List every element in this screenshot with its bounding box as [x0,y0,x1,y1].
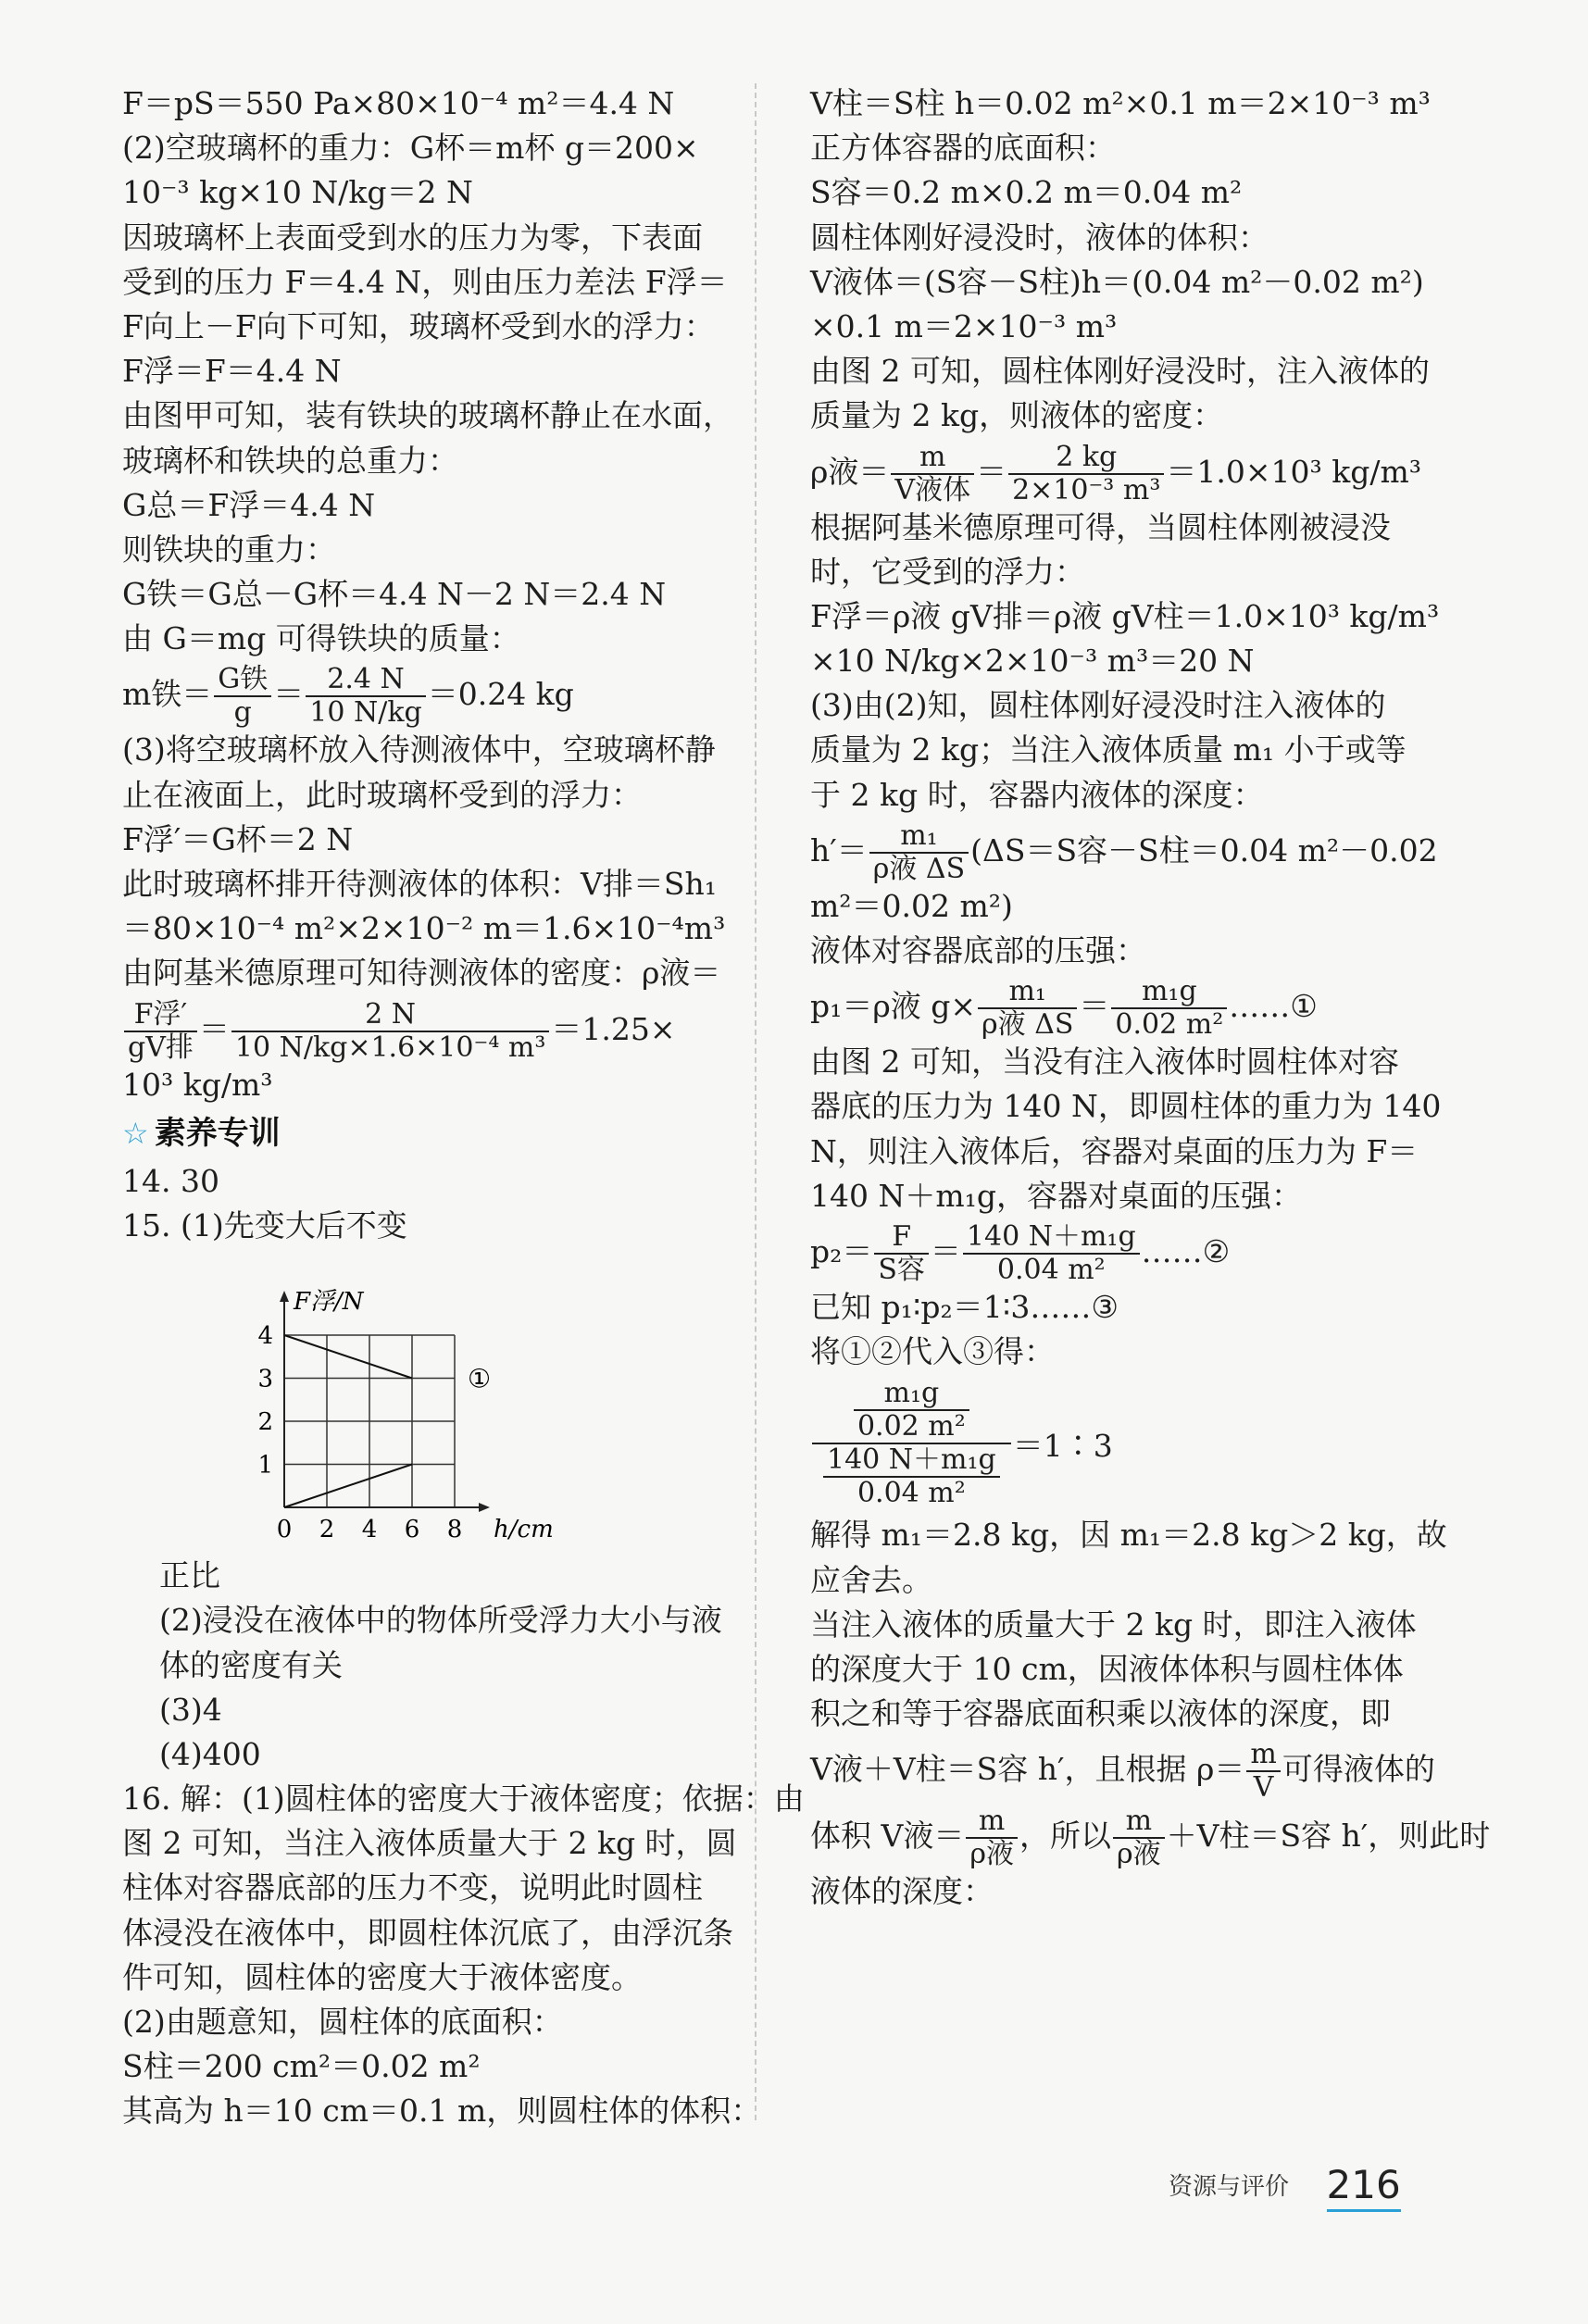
text-line: 柱体对容器底部的压力不变，说明此时圆柱 [122,1869,703,1906]
text-line: ＝80×10⁻⁴ m²×2×10⁻² m＝1.6×10⁻⁴m³ [122,910,726,947]
density-tail: 10³ kg/m³ [122,1066,273,1103]
fraction: $\frac{2.4 N}{10 N/kg}$ [306,664,425,729]
text-line: ×10 N/kg×2×10⁻³ m³＝20 N [810,643,1255,680]
text-line: 当注入液体的质量大于 2 kg 时，即注入液体 [810,1606,1417,1643]
left-column [122,81,805,2134]
text-line: 由阿基米德原理可知待测液体的密度：ρ液＝ [122,955,721,992]
answer-15-2a: (2)浸没在液体中的物体所受浮力大小与液 [159,1602,722,1639]
y-tick-label: 1 [257,1451,273,1480]
text-line: 已知 p₁∶p₂＝1∶3……③ [810,1288,1119,1325]
series-label: ① [468,1363,492,1394]
text-line: S容＝0.2 m×0.2 m＝0.04 m² [810,174,1243,211]
section-title: ☆ 素养专训 [122,1114,281,1152]
y-tick-label: 3 [257,1365,273,1393]
page-number: 216 [1327,2162,1401,2212]
text-line: V柱＝S柱 h＝0.02 m²×0.1 m＝2×10⁻³ m³ [810,85,1431,121]
text-line: 16. 解：(1)圆柱体的密度大于液体密度；依据：由 [122,1780,805,1818]
y-tick-label: 2 [257,1408,273,1437]
fraction: $\frac{m}{\text{ρ液}}$ [966,1805,1018,1870]
p1-formula: p₁＝ρ液 g× $\frac{\text{m₁}}{\text{ρ液 ΔS}}$ ＝ $\frac{\text{m₁g}}{\text{0.02 m²}}$ ……① [810,975,1318,1042]
y-tick-label: 4 [257,1322,273,1351]
compound-fraction [812,1378,1011,1509]
y-axis-label: F浮/N [294,1288,364,1317]
iron-mass-formula: m铁＝ $\frac{\text{G铁}}{g}$ ＝ $\frac{2.4 N}{10 N/kg}$ ＝0.24 kg [122,663,574,730]
fraction: $\frac{\text{m₁g}}{\text{0.02 m²}}$ [854,1378,969,1443]
right-text-block-4 [810,1285,1403,1374]
y-axis-arrow [280,1291,289,1302]
text-line: G总＝F浮＝4.4 N [122,486,376,523]
buoyancy-chart-svg [233,1248,567,1554]
text-line: 玻璃杯和铁块的总重力： [122,442,458,479]
text-line: 10⁻³ kg×10 N/kg＝2 N [122,174,473,211]
text-line: F浮＝ρ液 gV排＝ρ液 gV柱＝1.0×10³ kg/m³ [810,597,1440,634]
text-line: N，则注入液体后，容器对桌面的压力为 F＝ [810,1132,1419,1169]
footer-label: 资源与评价 [1169,2173,1290,2201]
x-tick-label: 6 [404,1516,420,1544]
text-line: 的深度大于 10 cm，因液体体积与圆柱体体 [810,1650,1404,1687]
text-line: 由图 2 可知，圆柱体刚好浸没时，注入液体的 [810,353,1430,390]
series-line [284,1465,412,1508]
x-axis-arrow [479,1503,490,1512]
fraction: $\frac{\text{m₁}}{\text{ρ液 ΔS}}$ [869,820,969,885]
text-line: 于 2 kg 时，容器内液体的深度： [810,776,1264,813]
text-line: 由 G＝mg 可得铁块的质量： [122,620,520,657]
text-line: 器底的压力为 140 N，即圆柱体的重力为 140 [810,1088,1442,1125]
text-line: 应舍去。 [810,1561,932,1598]
p1-intro: 液体对容器底部的压强： [810,932,1146,968]
right-text-block-2 [810,506,1440,818]
text-line: 此时玻璃杯排开待测液体的体积：V排＝Sh₁ [122,866,717,902]
text-line: F浮′＝G杯＝2 N [122,820,354,857]
text-line: F向上－F向下可知，玻璃杯受到水的浮力： [122,307,715,344]
liquid-rho-formula: ρ液＝ $\frac{m}{\text{V液体}}$ ＝ $\frac{2 kg}{\text{2×10⁻³ m³}}$ ＝1.0×10³ kg/m³ [810,440,1421,506]
left-text-block-2 [122,728,726,995]
answer-15-conclusion: 正比 [159,1557,220,1594]
x-tick-label: 2 [319,1516,335,1544]
liquid-density-formula: $\frac{\text{F浮′}}{\text{gV排}}$ ＝ $\frac{2 N}{\text{10 N/kg×1.6×10⁻⁴ m³}}$ ＝1.25× [122,996,715,1063]
depth-formula: h′＝ $\frac{\text{m₁}}{\text{ρ液 ΔS}}$ (ΔS＝S容－S柱＝0.04 m²－0.02 [810,818,1438,885]
text-line: 件可知，圆柱体的密度大于液体密度。 [122,1958,642,1995]
text-line: (3)由(2)知，圆柱体刚好浸没时注入液体的 [810,687,1386,724]
text-line: 将①②代入③得： [810,1333,1055,1370]
x-axis-label: h/cm [494,1516,554,1544]
answer-15-4: (4)400 [159,1735,261,1772]
text-line: 根据阿基米德原理可得，当圆柱体刚被浸没 [810,508,1391,545]
text-line: 圆柱体刚好浸没时，液体的体积： [810,219,1269,256]
text-line: F浮＝F＝4.4 N [122,353,342,390]
fraction: $\frac{\text{F浮′}}{\text{gV排}}$ [124,999,197,1064]
fraction: $\frac{\text{m₁}}{\text{ρ液 ΔS}}$ [978,976,1077,1041]
text-line: 因玻璃杯上表面受到水的压力为零，下表面 [122,219,703,256]
text-line: F＝pS＝550 Pa×80×10⁻⁴ m²＝4.4 N [122,85,675,121]
fraction: $\frac{\text{m₁g}}{\text{0.02 m²}}$ [1111,976,1227,1041]
fraction: $\frac{\text{140 N＋m₁g}}{\text{0.04 m²}}$ [823,1444,1000,1509]
right-text-block-3 [810,1040,1442,1218]
text-line: 其高为 h＝10 cm＝0.1 m，则圆柱体的体积： [122,2093,762,2130]
ratio-formula: $\frac{\frac{\text{m₁g}}{\text{0.02 m²}}}{\frac{\text{140 N＋m₁g}}{\text{0.04 m²}}}$ ＝1∶3 [810,1374,1403,1513]
text-line: (3)将空玻璃杯放入待测液体中，空玻璃杯静 [122,731,716,768]
question-16-block [122,1777,805,2134]
fraction: $\frac{\text{140 N＋m₁g}}{\text{0.04 m²}}$ [963,1221,1140,1286]
x-tick-label: 8 [446,1516,463,1544]
text-line: (2)由题意知，圆柱体的底面积： [122,2004,563,2040]
fraction: $\frac{m}{\text{V液体}}$ [891,442,974,506]
x-tick-label: 4 [361,1516,378,1544]
x-tick-label: 0 [276,1516,293,1544]
text-line: ×0.1 m＝2×10⁻³ m³ [810,307,1118,344]
text-line: 图 2 可知，当注入液体质量大于 2 kg 时，圆 [122,1825,737,1862]
text-line: 质量为 2 kg；当注入液体质量 m₁ 小于或等 [810,731,1407,768]
answer-15-1: 15. (1)先变大后不变 [122,1206,407,1243]
answer-14: 14. 30 [122,1162,219,1199]
text-line: S柱＝200 cm²＝0.02 m² [122,2048,481,2085]
text-line: 质量为 2 kg，则液体的密度： [810,397,1224,434]
text-line: 解得 m₁＝2.8 kg，因 m₁＝2.8 kg＞2 kg，故 [810,1517,1447,1554]
text-line: 受到的压力 F＝4.4 N，则由压力差法 F浮＝ [122,263,728,300]
right-text-block-5 [810,1513,1447,1736]
fraction: $\frac{m}{V}$ [1246,1739,1280,1804]
text-line: 由图 2 可知，当没有注入液体时圆柱体对容 [810,1043,1399,1081]
buoyancy-chart [233,1248,715,1554]
star-icon: ☆ [122,1115,149,1151]
rho-relation-line: V液＋V柱＝S容 h′，且根据 ρ＝ $\frac{m}{V}$ 可得液体的 [810,1738,1435,1805]
depth-tail: m²＝0.02 m²) [810,887,1013,924]
text-line: G铁＝G总－G杯＝4.4 N－2 N＝2.4 N [122,576,667,613]
right-column [810,81,1491,1914]
answer-15-2b: 体的密度有关 [159,1646,343,1683]
fraction: $\frac{\text{G铁}}{g}$ [214,664,271,729]
left-text-block-1 [122,81,733,661]
text-line: 由图甲可知，装有铁块的玻璃杯静止在水面， [122,397,733,434]
volume-relation-line: 体积 V液＝ $\frac{m}{\text{ρ液}}$ ，所以 $\frac{m}{\text{ρ液}}$ ＋V柱＝S容 h′，则此时 [810,1805,1491,1871]
fraction: $\frac{2 kg}{\text{2×10⁻³ m³}}$ [1008,442,1164,506]
text-line: 时，它受到的浮力： [810,553,1085,590]
answer-15-3: (3)4 [159,1691,222,1728]
text-line: 正方体容器的底面积： [810,130,1116,167]
text-line: 则铁块的重力： [122,531,336,568]
text-line: 140 N＋m₁g，容器对桌面的压强： [810,1177,1302,1214]
right-text-block-1 [810,81,1431,439]
text-line: 止在液面上，此时玻璃杯受到的浮力： [122,776,642,813]
fraction: $\frac{m}{\text{ρ液}}$ [1113,1805,1165,1870]
fraction: $\frac{F}{\text{S容}}$ [874,1221,929,1286]
text-line: V液体＝(S容－S柱)h＝(0.04 m²－0.02 m²) [810,263,1424,300]
p2-formula: p₂＝ $\frac{F}{\text{S容}}$ ＝ $\frac{\text{140 N＋m₁g}}{\text{0.04 m²}}$ ……② [810,1219,1231,1286]
text-line: 积之和等于容器底面积乘以液体的深度，即 [810,1695,1391,1732]
text-line: (2)空玻璃杯的重力：G杯＝m杯 g＝200× [122,130,699,167]
series-line [284,1335,412,1379]
text-line: 体浸没在液体中，即圆柱体沉底了，由浮沉条 [122,1914,733,1951]
fraction: $\frac{2 N}{\text{10 N/kg×1.6×10⁻⁴ m³}}$ [231,999,549,1064]
page-footer [1169,2162,1401,2207]
last-line: 液体的深度： [810,1873,994,1910]
